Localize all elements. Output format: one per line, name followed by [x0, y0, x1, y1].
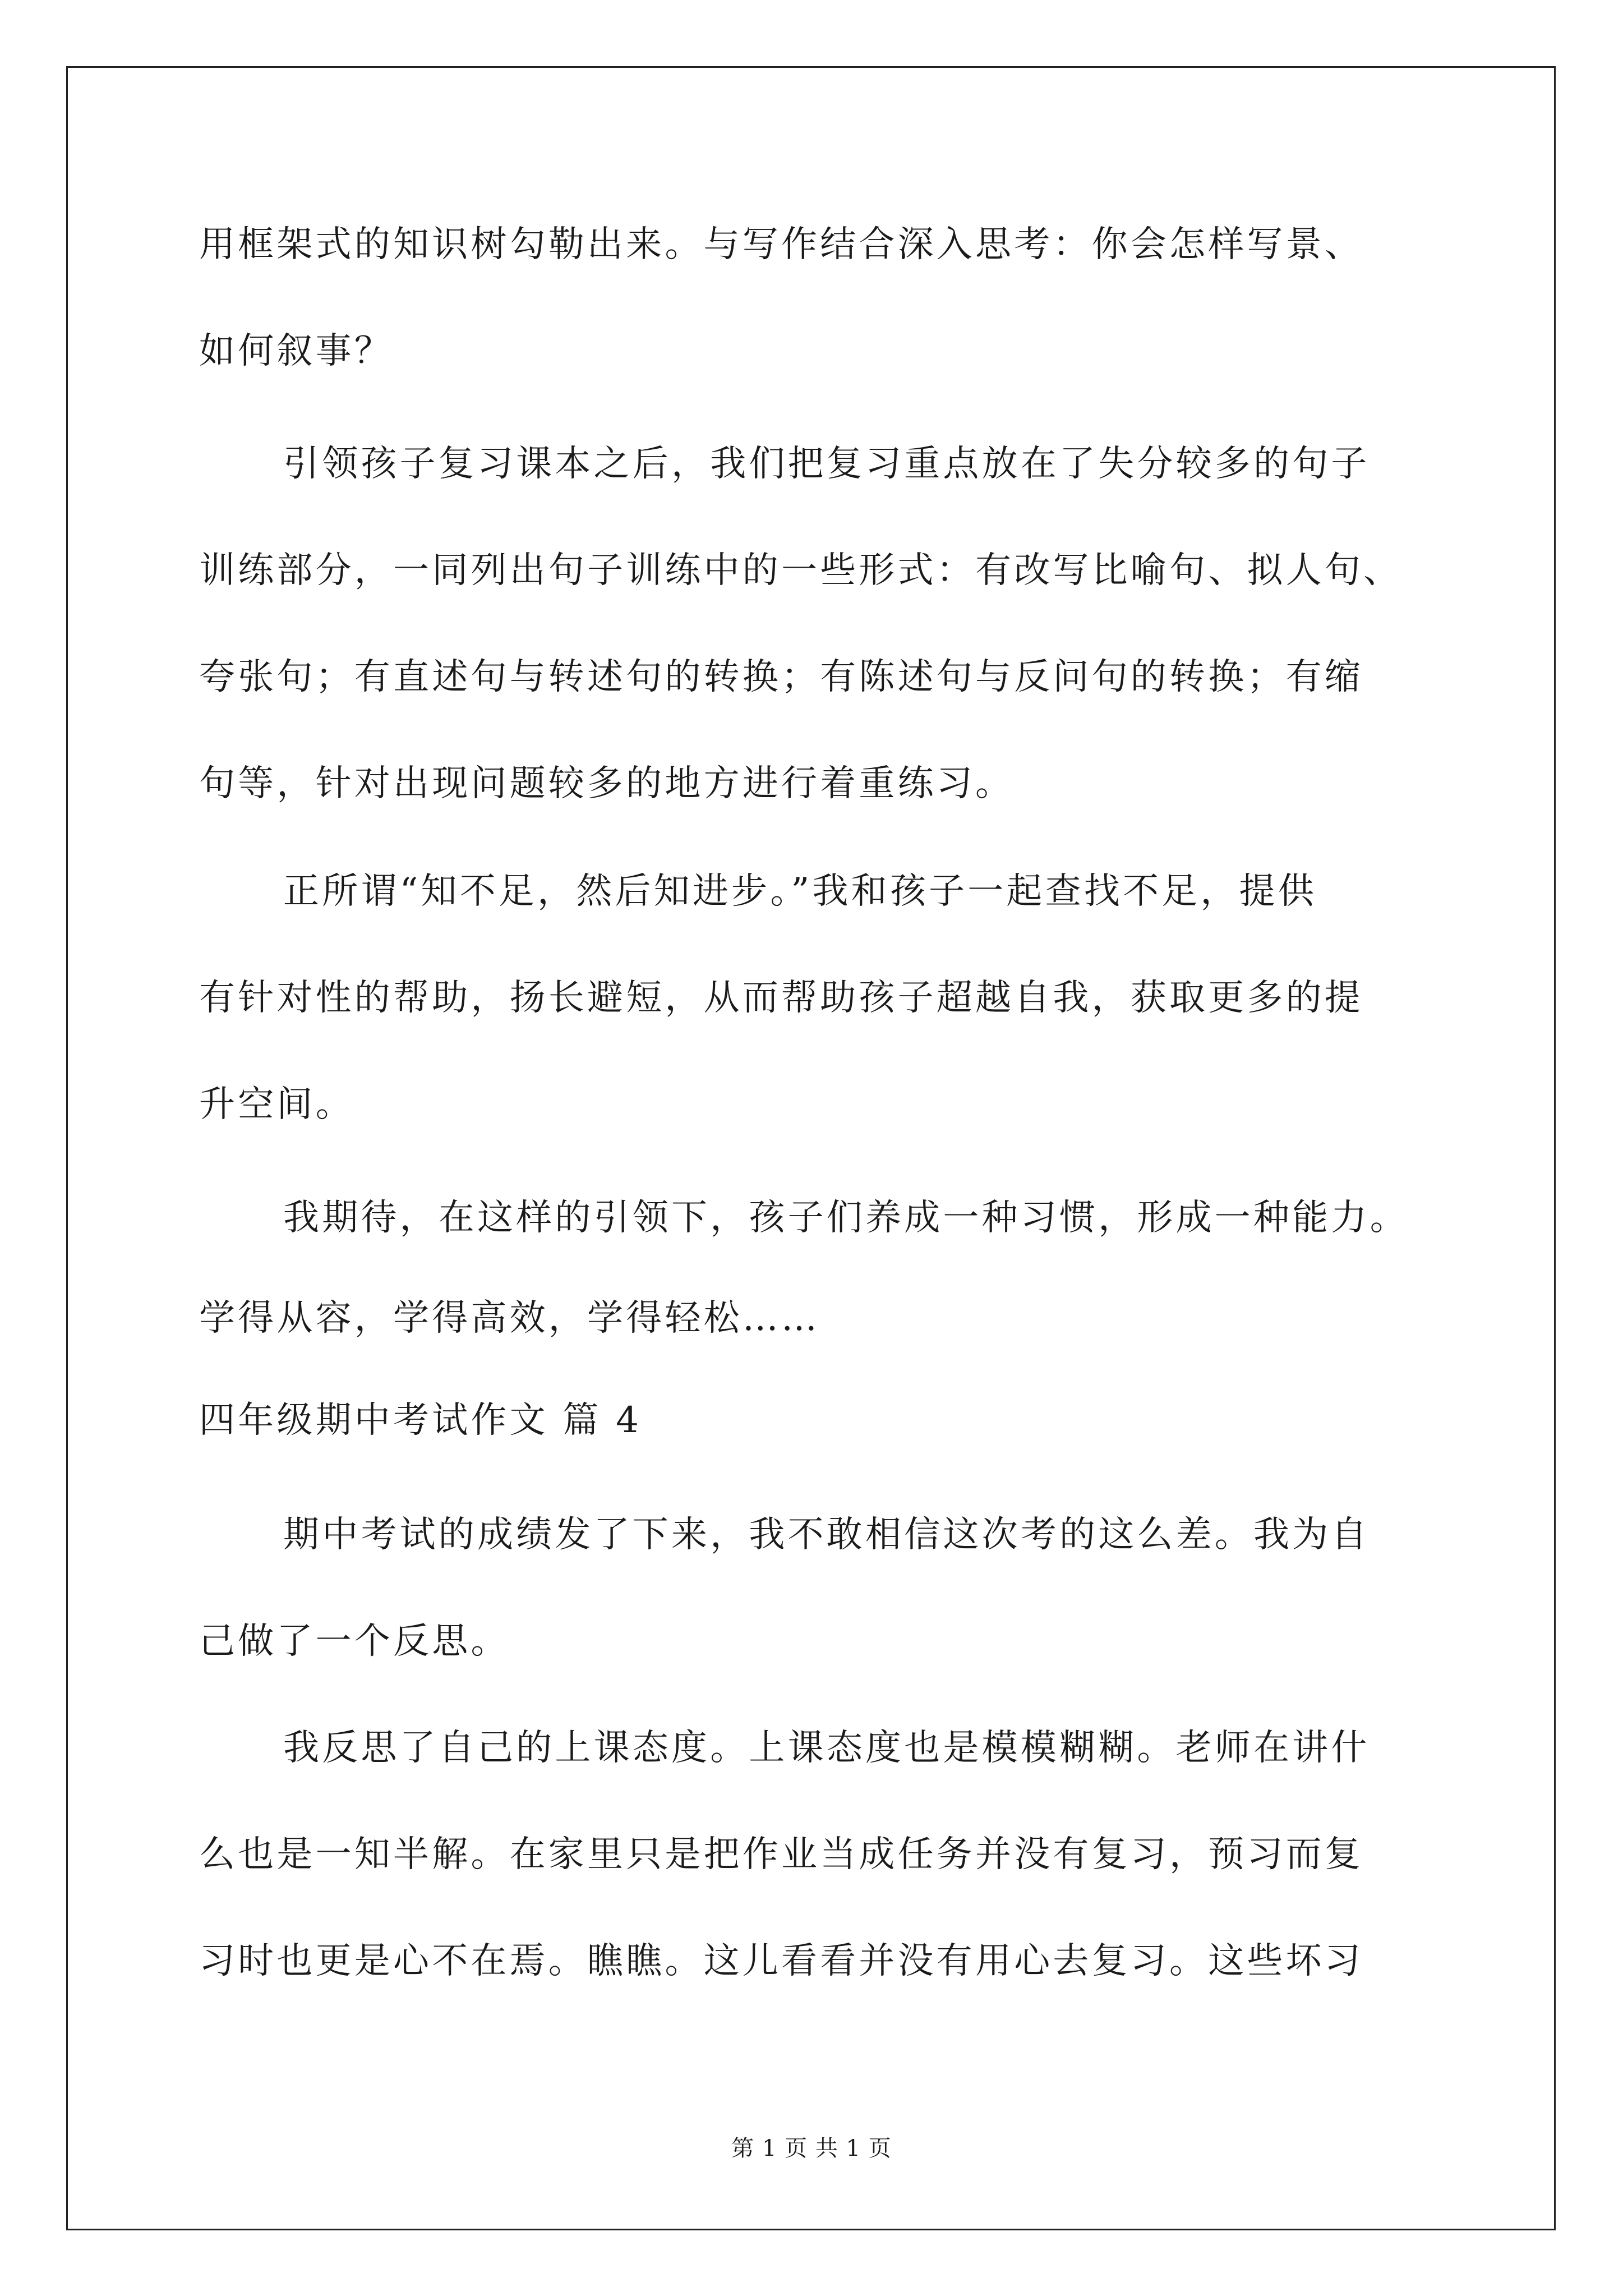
paragraph-start-line: 我期待，在这样的引领下，孩子们养成一种习惯，形成一种能力。: [283, 1197, 1409, 1239]
text-line-8: 有针对性的帮助，扬长避短，从而帮助孩子超越自我，获取更多的提: [199, 977, 1363, 1019]
page-number-footer: 第 1 页 共 1 页: [731, 2136, 892, 2161]
text-line-11: 学得从容，学得高效，学得轻松……: [199, 1297, 820, 1339]
text-line-4: 训练部分，一同列出句子训练中的一些形式：有改写比喻句、拟人句、: [199, 550, 1403, 591]
paragraph-start-line: 我反思了自己的上课态度。上课态度也是模模糊糊。老师在讲什: [283, 1727, 1370, 1769]
text-line-2: 如何叙事？: [199, 330, 393, 372]
page-border: [66, 66, 1556, 2230]
text-line-9: 升空间。: [199, 1084, 354, 1125]
text-line-14: 己做了一个反思。: [199, 1621, 510, 1662]
text-line-1: 用框架式的知识树勾勒出来。与写作结合深入思考：你会怎样写景、: [199, 224, 1363, 265]
paragraph-start-line: 引领孩子复习课本之后，我们把复习重点放在了失分较多的句子: [283, 443, 1370, 485]
paragraph-start-line: 正所谓“知不足，然后知进步。”我和孩子一起查找不足，提供: [283, 871, 1317, 912]
section-heading: 四年级期中考试作文 篇 4: [199, 1400, 642, 1441]
text-line-16: 么也是一知半解。在家里只是把作业当成任务并没有复习，预习而复: [199, 1834, 1363, 1875]
text-line-5: 夸张句；有直述句与转述句的转换；有陈述句与反问句的转换；有缩: [199, 656, 1363, 698]
text-line-17: 习时也更是心不在焉。瞧瞧。这儿看看并没有用心去复习。这些坏习: [199, 1940, 1363, 1982]
paragraph-start-line: 期中考试的成绩发了下来，我不敢相信这次考的这么差。我为自: [283, 1514, 1370, 1556]
text-line-6: 句等，针对出现问题较多的地方进行着重练习。: [199, 763, 1015, 804]
